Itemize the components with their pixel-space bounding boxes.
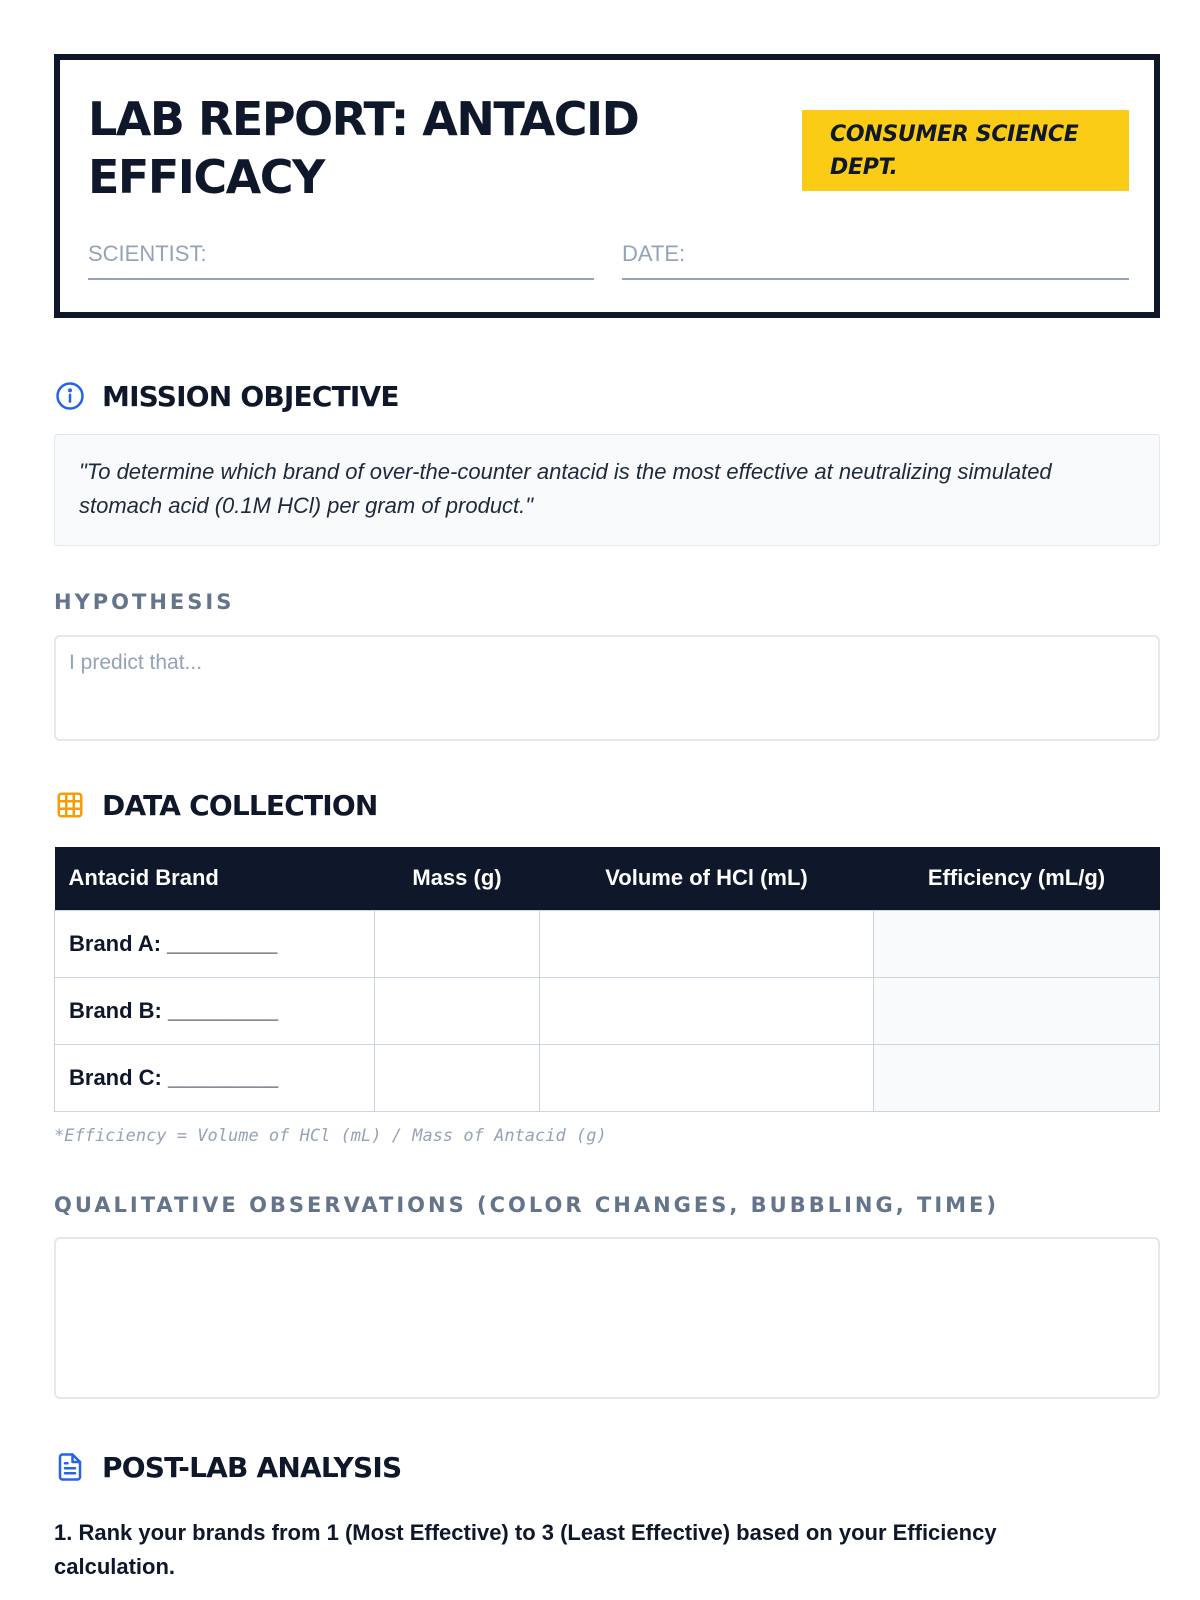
mass-cell[interactable] [375, 910, 540, 977]
mission-objective-heading [54, 376, 399, 416]
hypothesis-placeholder: I predict that... [69, 651, 203, 674]
document-icon [54, 1451, 86, 1483]
post-lab-analysis-heading [54, 1447, 401, 1487]
brand-cell[interactable]: Brand A: _________ [55, 910, 375, 977]
department-badge: CONSUMER SCIENCE DEPT. [802, 110, 1129, 191]
observations-label: QUALITATIVE OBSERVATIONS (COLOR CHANGES, BUBBLING, TIME) [54, 1193, 999, 1217]
report-title: LAB REPORT: ANTACID EFFICACY [88, 92, 639, 204]
mass-cell[interactable] [375, 977, 540, 1044]
data-table [54, 847, 1160, 1112]
post-lab-analysis-title: POST-LAB ANALYSIS [102, 1450, 402, 1484]
brand-cell[interactable]: Brand C: _________ [55, 1044, 375, 1111]
volume-cell[interactable] [540, 910, 874, 977]
data-collection-heading [54, 785, 378, 825]
brand-cell[interactable]: Brand B: _________ [55, 977, 375, 1044]
efficiency-cell[interactable] [874, 910, 1160, 977]
scientist-label: SCIENTIST: [88, 241, 207, 266]
efficiency-cell[interactable] [874, 1044, 1160, 1111]
efficiency-formula-note: *Efficiency = Volume of HCl (mL) / Mass of Antacid (g) [54, 1126, 607, 1146]
observations-input[interactable] [54, 1237, 1160, 1399]
mission-objective-title: MISSION OBJECTIVE [102, 379, 399, 413]
column-header-volume: Volume of HCl (mL) [540, 847, 874, 910]
table-header-row [55, 847, 1160, 910]
table-row [55, 1044, 1160, 1111]
report-header [54, 54, 1160, 318]
table-icon [54, 789, 86, 821]
mass-cell[interactable] [375, 1044, 540, 1111]
hypothesis-label: HYPOTHESIS [54, 590, 235, 614]
analysis-question-1: 1. Rank your brands from 1 (Most Effective) to 3 (Least Effective) based on your Efficiency calculation. [54, 1520, 997, 1579]
info-icon [54, 380, 86, 412]
volume-cell[interactable] [540, 977, 874, 1044]
mission-objective-text: "To determine which brand of over-the-counter antacid is the most effective at neutralizing simulated stomach acid (0.1M HCl) per gram of product." [54, 434, 1160, 546]
column-header-mass: Mass (g) [375, 847, 540, 910]
table-row [55, 910, 1160, 977]
efficiency-cell[interactable] [874, 977, 1160, 1044]
data-collection-title: DATA COLLECTION [102, 788, 378, 822]
date-label: DATE: [622, 241, 686, 266]
volume-cell[interactable] [540, 1044, 874, 1111]
scientist-field[interactable] [88, 238, 594, 280]
column-header-efficiency: Efficiency (mL/g) [874, 847, 1160, 910]
table-row [55, 977, 1160, 1044]
column-header-brand: Antacid Brand [55, 847, 375, 910]
hypothesis-input[interactable] [54, 635, 1160, 741]
date-field[interactable] [622, 238, 1129, 280]
